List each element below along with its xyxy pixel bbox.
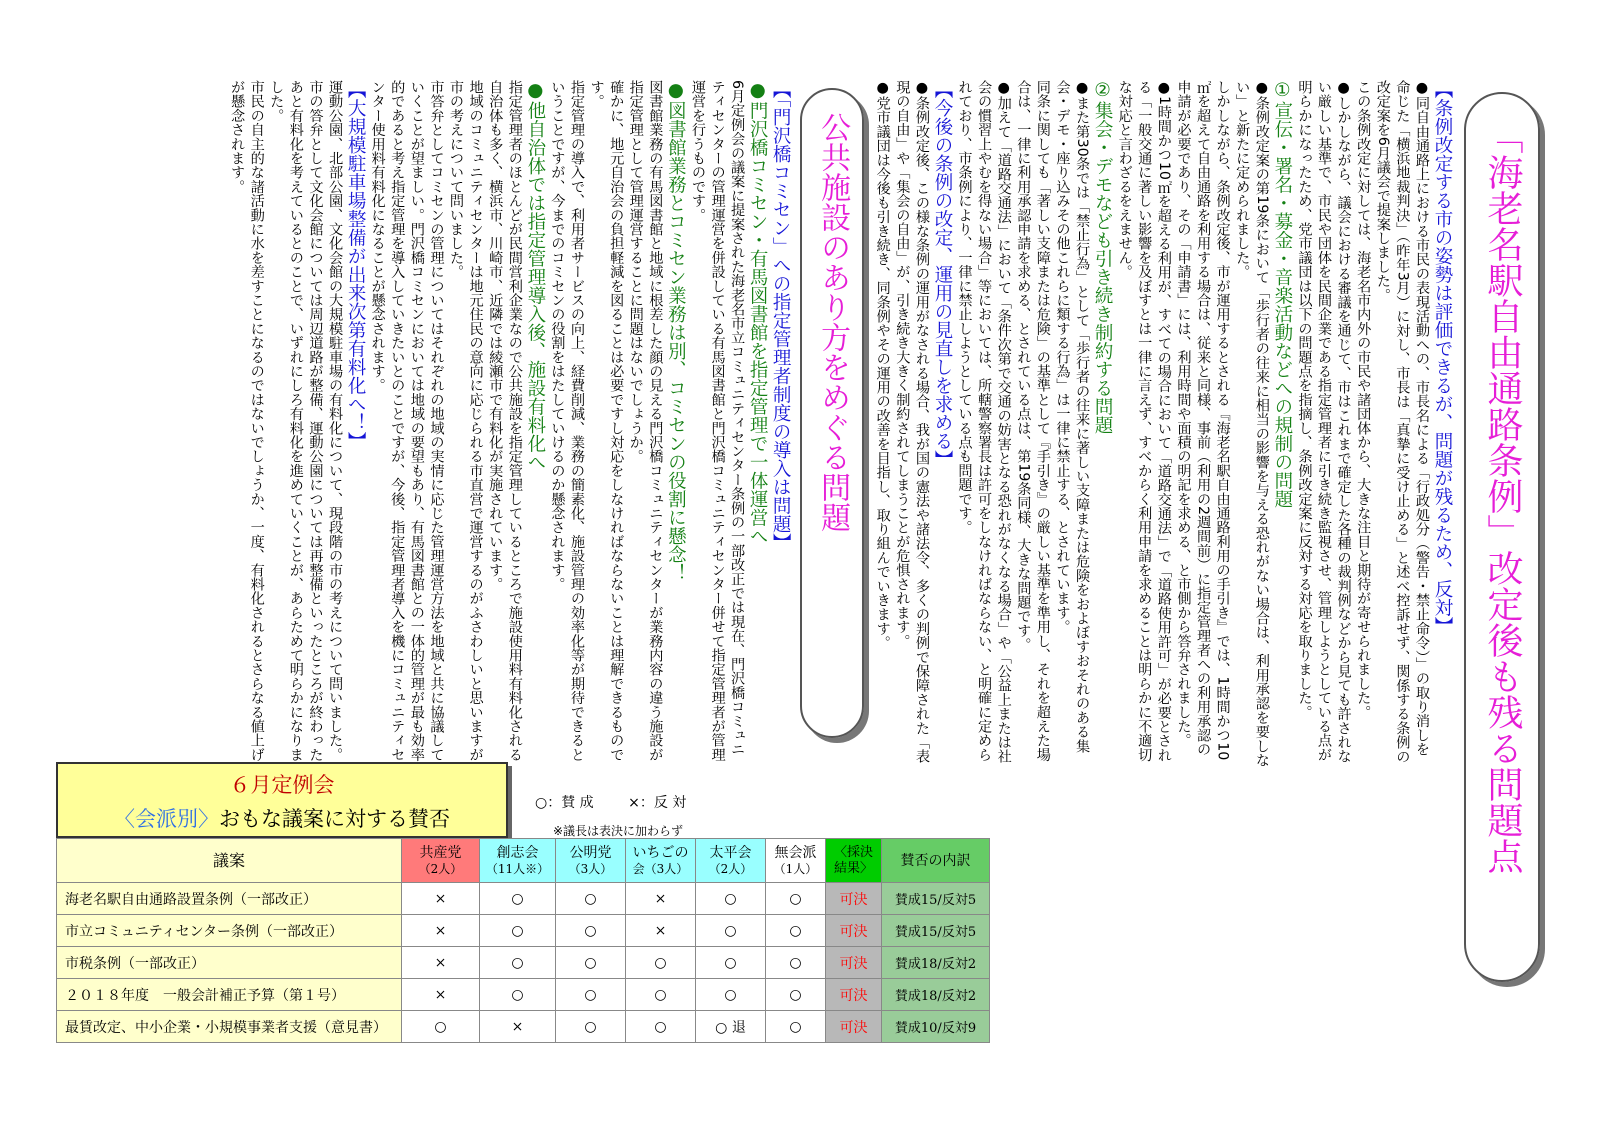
headline-public-facilities: 公共施設のあり方をめぐる問題 [800,88,864,738]
breakdown-cell: 賛成18/反対2 [882,947,990,979]
party-name: 創志会 [496,844,539,861]
badge-session-title: ６月定例会 [229,773,335,797]
bill-name: ２０１８年度 一般会計補正予算（第１号） [57,979,402,1011]
vote-cell: ○ [766,915,826,947]
para-regulation-3: ●1時間かつ10㎡を超える利用が、すべての場合において「道路交通法」で「道路使用許可」が必要とされる「一般交通に著しい影響を及ぼすとは一律に言えず、すべからく利用申請を求めることは明らかに不適切な対応と言わざるをえません。 [1116,80,1172,763]
para-regulation-1: ●条例改定案の第19条において「歩行者の往来に相当の影響を与える恐れがない場合は、利用承認を要しない」と新たに定められました。 [1234,80,1270,768]
party-name: 太平会 [709,844,752,861]
party-count: 会（3人） [632,861,689,876]
breakdown-cell: 賛成10/反対9 [882,1011,990,1043]
result-cell: 可決 [826,1011,882,1043]
subheading-library-concern: ●図書館業務とコミセン業務は別、コミセンの役割に懸念！ [665,80,687,582]
legend-yes: ○：賛 成 [535,795,594,811]
para-fee-3: 市答弁としてコミセンの管理についてはそれぞれの地域の実情に応じた管理運営方法を地域と共に協議していくことが望ましい。門沢橋コミセンにおいては地域の要望もあり、有馬図書館との一体的管理が最も効率的であると考え指定管理を導入していきたいとのことですが、今後、指定管理者導入を機にコミュニティセンター使用料有料化になることが懸念されます。 [369,80,445,762]
para-ordinance-3: ●しかしながら、議会における審議を通じて、市はこれまで確定した各種の裁判例などから見ても許されない厳しい基準で、市民や団体を民間企業である指定管理者に引き続き監視させ、管理しようとしている点が明らかになったため、党市議団は以下の問題点を指摘し、条例改定案に反対する対応を取りました。 [1296,80,1352,764]
vote-cell: ○ 退 [696,1011,766,1043]
bill-name: 海老名駅自由通路設置条例（一部改正） [57,883,402,915]
header-party [626,839,696,883]
badge-subtitle [58,802,506,836]
result-cell: 可決 [826,947,882,979]
header-party [766,839,826,883]
vote-cell: × [626,915,696,947]
header-bill: 議案 [57,839,402,883]
bill-name: 市立コミュニティセンター条例（一部改正） [57,915,402,947]
bill-name: 最賃改定、中小企業・小規模事業者支援（意見書） [57,1011,402,1043]
vote-table [56,838,990,1043]
para-fee-1: 指定管理者のほとんどが民間営利企業なので公共施設を指定管理しているところで施設使用料有料化される自治体も多く、横浜市、川崎市、近隣では綾瀬市で有料化が実施されています。 [487,80,523,762]
vote-cell: ○ [556,1011,626,1043]
chair-note: ※議長は表決に加わらず [553,824,684,838]
breakdown-cell: 賛成15/反対5 [882,915,990,947]
vote-cell: ○ [480,979,556,1011]
subheading-regulation: ①宣伝・署名・募金・音楽活動などへの規制の問題 [1271,80,1293,508]
vote-cell: ○ [766,1011,826,1043]
legend-no: ×：反 対 [628,795,687,811]
vote-cell: ○ [766,979,826,1011]
vote-cell: ○ [696,947,766,979]
breakdown-cell: 賛成15/反対5 [882,883,990,915]
vote-cell: × [402,979,480,1011]
header-result [826,839,882,883]
vote-cell: ○ [696,979,766,1011]
para-library-2: 確かに、地元自治会の負担軽減を図ることは必要ですし対応をしなければならないことは理解できるものです。 [588,80,625,762]
party-count: （1人） [773,861,818,876]
vote-cell: × [626,883,696,915]
subheading-assembly: ②集会・デモなども引き続き制約する問題 [1092,80,1114,434]
party-name: いちごの [632,844,689,861]
result-cell: 可決 [826,915,882,947]
header-result-line2: 結果〉 [833,860,873,876]
header-party [480,839,556,883]
vote-cell: ○ [480,947,556,979]
para-parking-1: 運動公園、北部公園、文化会館の大規模駐車場の有料化について、現段階の市の考えについて問いました。市の答弁として文化会館については周辺道路が整備、運動公園については再整備といったところが終わったあと有料化を考えているとのことで、いずれにしろ有料化を進めていくことが、あらためて明らかになりました。 [268,80,344,762]
section-heading-monzawabashi: 【「門沢橋コミセン」への指定管理者制度の導入は問題】 [770,80,792,552]
party-name: 無会派 [774,844,817,861]
vote-cell: ○ [696,883,766,915]
vote-cell: ○ [696,915,766,947]
para-assembly-2: 同条に関しても「著しい支障または危険」の基準として『手引き』の厳しい基準を準用し、それを超えた場合は、一律に利用承認申請を求める、とされている点は、第19条同様、大きな問題です。 [1015,80,1051,762]
party-name: 公明党 [569,844,612,861]
vote-table-header [57,839,990,883]
badge-subtitle-text: おもな議案に対する賛否 [219,807,450,831]
vote-cell: × [402,915,480,947]
para-joint-management: 6月定例会の議案に提案された海老名市立コミュニティセンター条例の一部改正では現在、門沢橋コミュニティセンターの管理運営を併設している有馬図書館と門沢橋コミュニティセンター併せて指定管理者が管理運営を行うものです。 [689,80,746,762]
para-ordinance-2: この条例改定に対しては、海老名市内外の市民や諸団体から、大きな注目と期待が寄せられました。 [1355,80,1372,719]
result-cell: 可決 [826,979,882,1011]
para-parking-2: 市民の自主的な諸活動に水を差すことになるのではないでしょうか、一度、有料化されるとさらなる値上げが懸念されます。 [229,80,265,762]
header-result-line1: 〈採決 [833,844,873,860]
party-count: （3人） [568,861,613,876]
para-fee-2: 地域のコミュニティセンターは地元住民の意向に応じられる市直営で運営するのがふさわしいと思いますが市の考えについて問いました。 [448,80,484,762]
table-row [57,979,990,1011]
table-row [57,1011,990,1043]
vote-cell: × [402,947,480,979]
party-count: （11人※） [485,861,550,876]
session-badge [56,762,508,838]
vote-cell: ○ [556,883,626,915]
vote-cell: × [402,883,480,915]
para-library-1: 図書館業務の有馬図書館と地域に根差した顔の見える門沢橋コミュニティセンターが業務内容の違う施設が指定管理として管理運営することに問題はないでしょうか。 [627,80,664,762]
para-assembly-3: ●加えて「道路交通法」において「条件次第で交通の妨害となる恐れがなくなる場合」や「公益上または社会の慣習上やむを得ない場合」等においては、所轄警察署長は許可をしなければならない、と明確に定められており、市条例により、一律に禁止しようとしている点も問題です。 [956,80,1012,764]
result-cell: 可決 [826,883,882,915]
section-heading-parking: 【大規模駐車場整備が出来次第有料化へ！】 [345,80,367,450]
vote-cell: ○ [556,979,626,1011]
vote-cell: ○ [626,947,696,979]
para-ordinance-1: ●同自由通路上における市民の表現活動への、市長名による「行政処分（警告・禁止命令）」の取り消しを命じた「横浜地裁判決」（昨年3月）に対し、市長は「真摯に受け止める」と述べ控訴せず、関係する条例の改定案を6月議会で提案しました。 [1374,80,1430,764]
vote-cell: ○ [626,979,696,1011]
section-heading-ordinance: 【条例改定する市の姿勢は評価できるが、問題が残るため、反対】 [1432,80,1453,635]
breakdown-cell: 賛成18/反対2 [882,979,990,1011]
header-party [556,839,626,883]
vote-cell: ○ [402,1011,480,1043]
table-row [57,883,990,915]
vote-cell: ○ [556,915,626,947]
vote-cell: ○ [766,883,826,915]
section-heading-review: 【今後の条例の改定、運用の見直しを求める】 [931,80,953,469]
subheading-joint-management: ●門沢橋コミセン・有馬図書館を指定管理で一体運営へ [747,80,769,545]
party-count: （2人） [708,861,753,876]
subheading-fee-charging: ●他自治体では指定管理導入後、施設有料化へ [524,80,546,471]
header-breakdown: 賛否の内訳 [882,839,990,883]
para-review-2: ●党市議団は今後も引き続き、同条例やその運用の改善を目指し、取り組んでいきます。 [874,80,891,650]
party-name: 共産党 [419,844,462,861]
para-assembly-1: ●また第30条では「禁止行為」として「歩行者の往来に著しい支障または危険をおよぼすおそれのある集会・デモ・座り込みその他これらに類する行為」は一律に禁止する、とされています。 [1054,80,1091,754]
party-count: （2人） [418,861,463,876]
header-party [402,839,480,883]
table-row [57,947,990,979]
header-party [696,839,766,883]
para-library-3: 指定管理の導入で、利用者サービスの向上、経費削減、業務の簡素化、施設管理の効率化等が期待できるということですが、今までのコミセンの役割をはたしていけるのか懸念されます。 [549,80,585,762]
vote-cell: ○ [480,883,556,915]
vote-cell: × [480,1011,556,1043]
vote-cell: ○ [556,947,626,979]
bill-name: 市税条例（一部改正） [57,947,402,979]
headline-jiyuu-tsuro: 「海老名駅自由通路条例」改定後も残る問題点 [1464,92,1540,982]
badge-group-label: 〈会派別〉 [114,807,219,831]
para-regulation-2: しかしながら、条例改定後、市が運用するとされる『海老名駅自由通路利用の手引き』では、1時間かつ10㎡を超えて自由通路を利用する場合は、従来と同様、事前（利用の2週間前）に指定管理者への利用承認の申請が必要であり、その「申請書」には、利用時間や面積の明記を求める、と市側から答弁されました。 [1175,80,1231,761]
vote-cell: ○ [626,1011,696,1043]
vote-legend [535,792,716,812]
vote-cell: ○ [766,947,826,979]
para-review-1: ●条例改定後、この様な条例の運用がなされる場合、我が国の憲法や諸法令、多くの判例で保障された「表現の自由」や「集会の自由」が、引き続き大きく制約されてしまうことが危惧されます。 [894,80,930,764]
table-row [57,915,990,947]
vote-cell: ○ [480,915,556,947]
